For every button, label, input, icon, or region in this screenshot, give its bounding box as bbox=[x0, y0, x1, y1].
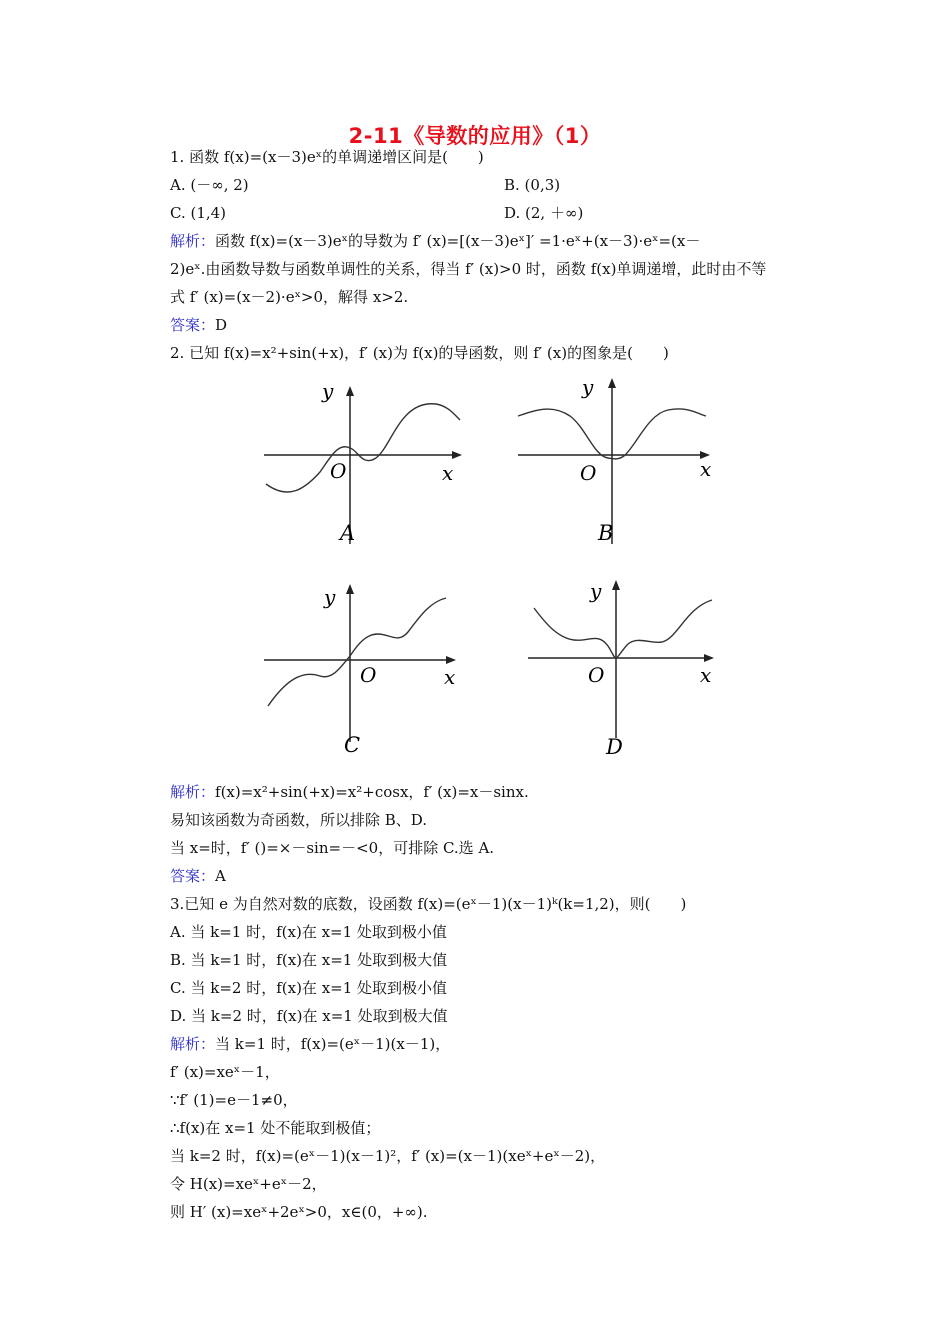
q3-solution-line-7: 则 H′ (x)=xeˣ+2eˣ>0，x∈(0，+∞). bbox=[170, 1203, 428, 1221]
q1-solution-line-1 bbox=[170, 231, 700, 251]
q2-answer bbox=[170, 866, 226, 886]
y-axis-arrow bbox=[346, 584, 354, 594]
q2-solution-label: 解析： bbox=[170, 783, 216, 801]
graph-letter: A bbox=[340, 521, 356, 545]
q3-option-b: B. 当 k=1 时，f(x)在 x=1 处取到极大值 bbox=[170, 951, 448, 969]
curve bbox=[266, 404, 460, 492]
y-axis-arrow bbox=[346, 386, 354, 396]
q1-solution-line-2: 2)eˣ.由函数导数与函数单调性的关系，得当 f′ (x)>0 时，函数 f(x)单调递增，此时由不等 bbox=[170, 260, 767, 278]
q3-solution-text-1: 当 k=1 时，f(x)=(eˣ－1)(x－1)， bbox=[215, 1035, 451, 1053]
q1-solution-text-1: 函数 f(x)=(x－3)eˣ的导数为 f′ (x)=[(x－3)eˣ]′ =1·eˣ+(x－3)·eˣ=(x－ bbox=[215, 232, 701, 250]
q1-solution-label: 解析： bbox=[170, 232, 216, 250]
q2-solution-line-1 bbox=[170, 782, 529, 802]
graph-c bbox=[258, 582, 468, 766]
y-axis-arrow bbox=[608, 378, 616, 388]
q2-answer-label: 答案： bbox=[170, 867, 216, 885]
graph-b bbox=[512, 372, 722, 556]
q2-solution-line-2: 易知该函数为奇函数，所以排除 B、D. bbox=[170, 811, 428, 829]
q3-solution-label: 解析： bbox=[170, 1035, 216, 1053]
graph-letter: C bbox=[344, 733, 361, 757]
origin-label: O bbox=[360, 663, 377, 687]
x-axis-label: x bbox=[700, 663, 712, 687]
q1-answer bbox=[170, 315, 227, 335]
q3-solution-line-5: 当 k=2 时，f(x)=(eˣ－1)(x－1)²，f′ (x)=(x－1)(xeˣ+eˣ－2)， bbox=[170, 1147, 606, 1165]
q1-stem: 1. 函数 f(x)=(x－3)eˣ的单调递增区间是( ) bbox=[170, 148, 484, 166]
x-axis-label: x bbox=[442, 461, 454, 485]
q1-answer-value: D bbox=[215, 316, 228, 334]
q2-stem: 2. 已知 f(x)=x²+sin(+x)，f′ (x)为 f(x)的导函数，则 f′ (x)的图象是( ) bbox=[170, 344, 669, 362]
page-title: 2-11《导数的应用》（1） bbox=[348, 124, 602, 148]
q1-option-c: C. (1,4) bbox=[170, 204, 227, 222]
q3-option-d: D. 当 k=2 时，f(x)在 x=1 处取到极大值 bbox=[170, 1007, 448, 1025]
graph-letter: B bbox=[598, 521, 614, 545]
q3-solution-line-6: 令 H(x)=xeˣ+eˣ－2， bbox=[170, 1175, 327, 1193]
graph-d bbox=[524, 578, 734, 766]
y-axis-label: y bbox=[322, 379, 334, 403]
y-axis-label: y bbox=[590, 579, 602, 603]
y-axis-label: y bbox=[324, 585, 336, 609]
x-axis-label: x bbox=[444, 665, 456, 689]
graph-letter: D bbox=[606, 735, 623, 759]
q3-option-a: A. 当 k=1 时，f(x)在 x=1 处取到极小值 bbox=[170, 923, 447, 941]
q3-solution-line-4: ∴f(x)在 x=1 处不能取到极值； bbox=[170, 1119, 381, 1137]
y-axis-arrow bbox=[612, 580, 620, 590]
q3-solution-line-1 bbox=[170, 1034, 450, 1054]
origin-label: O bbox=[588, 663, 605, 687]
q3-stem: 3.已知 e 为自然对数的底数，设函数 f(x)=(eˣ－1)(x－1)ᵏ(k=1,2)，则( ) bbox=[170, 895, 687, 913]
q1-option-b: B. (0,3) bbox=[504, 176, 561, 194]
q3-option-c: C. 当 k=2 时，f(x)在 x=1 处取到极小值 bbox=[170, 979, 448, 997]
x-axis-arrow bbox=[704, 654, 714, 662]
x-axis-arrow bbox=[452, 451, 462, 459]
q1-option-d: D. (2, ＋∞) bbox=[504, 204, 584, 222]
q2-solution-text-1: f(x)=x²+sin(+x)=x²+cosx，f′ (x)=x－sinx. bbox=[215, 783, 529, 801]
origin-label: O bbox=[580, 461, 597, 485]
q2-answer-value: A bbox=[215, 867, 226, 885]
x-axis-arrow bbox=[446, 656, 456, 664]
q3-solution-line-2: f′ (x)=xeˣ－1， bbox=[170, 1063, 280, 1081]
curve bbox=[268, 598, 446, 706]
q3-solution-line-3: ∵f′ (1)=e－1≠0， bbox=[170, 1091, 298, 1109]
q1-option-a: A. (－∞, 2) bbox=[170, 176, 249, 194]
q1-solution-line-3: 式 f′ (x)=(x－2)·eˣ>0，解得 x>2. bbox=[170, 288, 409, 306]
curve bbox=[534, 600, 712, 658]
q1-answer-label: 答案： bbox=[170, 316, 216, 334]
y-axis-label: y bbox=[582, 375, 594, 399]
origin-label: O bbox=[330, 459, 347, 483]
q2-solution-line-3: 当 x=时，f′ ()=×－sin=－<0，可排除 C.选 A. bbox=[170, 839, 495, 857]
x-axis-label: x bbox=[700, 457, 712, 481]
graph-a bbox=[258, 372, 468, 556]
